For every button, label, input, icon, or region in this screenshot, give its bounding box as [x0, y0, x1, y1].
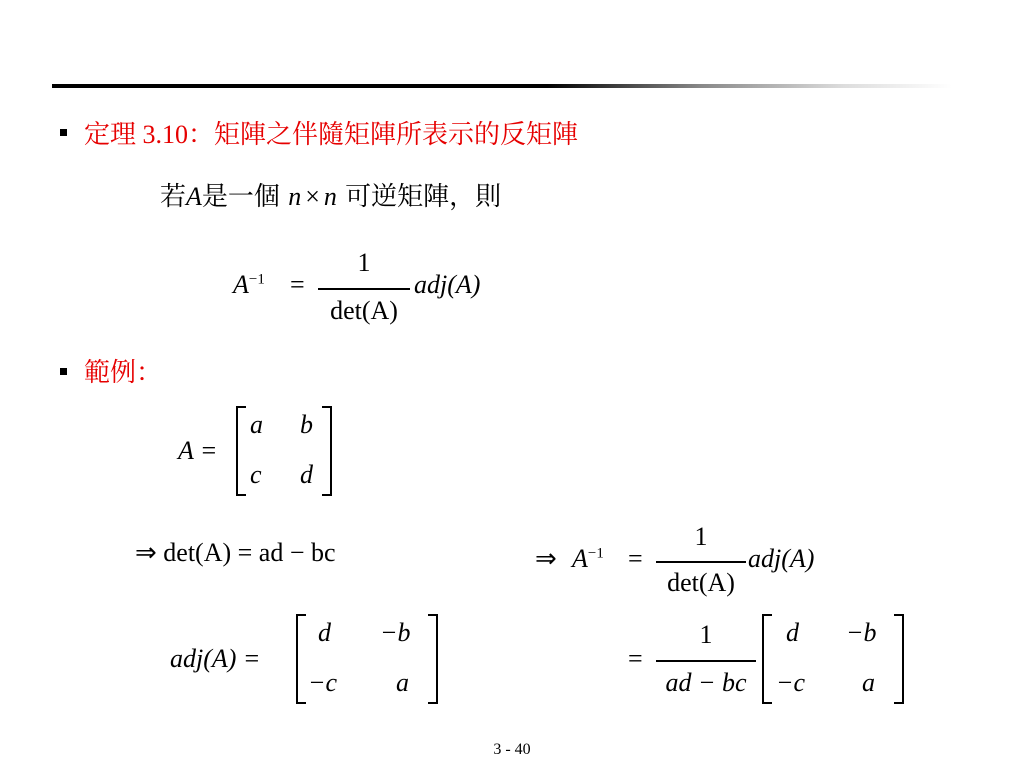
- bullet-icon: [60, 129, 67, 136]
- matrix-left-bracket: [236, 406, 246, 496]
- adj-lhs: adj(A) =: [170, 644, 261, 673]
- page-number: 3 - 40: [493, 741, 531, 758]
- formula-numerator: 1: [357, 248, 371, 277]
- inv-denominator: det(A): [667, 568, 735, 597]
- theorem-heading: [84, 114, 578, 151]
- inv2-eq: =: [628, 644, 643, 673]
- inv2-right-bracket: [894, 614, 904, 704]
- formula-fraction-bar: [318, 288, 410, 290]
- formula-denominator: det(A): [330, 296, 398, 325]
- adj-cell: d: [318, 618, 331, 647]
- matrix-cell: d: [300, 460, 313, 489]
- theorem-label: 定理 3.10：: [84, 120, 215, 149]
- inv2-cell: a: [862, 668, 875, 697]
- inv2-cell: d: [786, 618, 799, 647]
- adj-cell: −c: [308, 668, 338, 697]
- matrix-cell: c: [250, 460, 262, 489]
- adj-left-bracket: [296, 614, 306, 704]
- theorem-title: 矩陣之伴隨矩陣所表示的反矩陣: [214, 120, 579, 150]
- header-divider: [52, 84, 952, 88]
- matrix-right-bracket: [322, 406, 332, 496]
- inv2-denominator: ad − bc: [665, 668, 747, 697]
- formula-rhs: adj(A): [414, 270, 481, 299]
- inv-rhs: adj(A): [748, 544, 815, 573]
- inv-eq: =: [628, 544, 643, 573]
- matrix-cell: b: [300, 410, 313, 439]
- matrix-cell: a: [250, 410, 263, 439]
- inv-lhs: A: [572, 544, 588, 573]
- formula-lhs: A: [233, 270, 249, 299]
- inv2-cell: −c: [776, 668, 806, 697]
- example-heading: 範例：: [84, 358, 163, 388]
- bullet-icon: [60, 368, 67, 375]
- formula-eq: =: [290, 270, 305, 299]
- inv2-numerator: 1: [699, 620, 713, 649]
- inv2-cell: −b: [846, 618, 877, 647]
- adj-right-bracket: [428, 614, 438, 704]
- det-line: ⇒ det(A) = ad − bc: [135, 538, 336, 567]
- inv-fraction-bar: [656, 561, 746, 563]
- inv-arrow: ⇒: [535, 544, 557, 573]
- adj-cell: a: [396, 668, 409, 697]
- matrix-lhs: A =: [178, 436, 218, 465]
- adj-cell: −b: [380, 618, 411, 647]
- inv2-fraction-bar: [656, 660, 756, 662]
- theorem-statement: 若A是一個 n × n 可逆矩陣，則: [160, 182, 502, 212]
- inv-numerator: 1: [694, 522, 708, 551]
- inv2-left-bracket: [762, 614, 772, 704]
